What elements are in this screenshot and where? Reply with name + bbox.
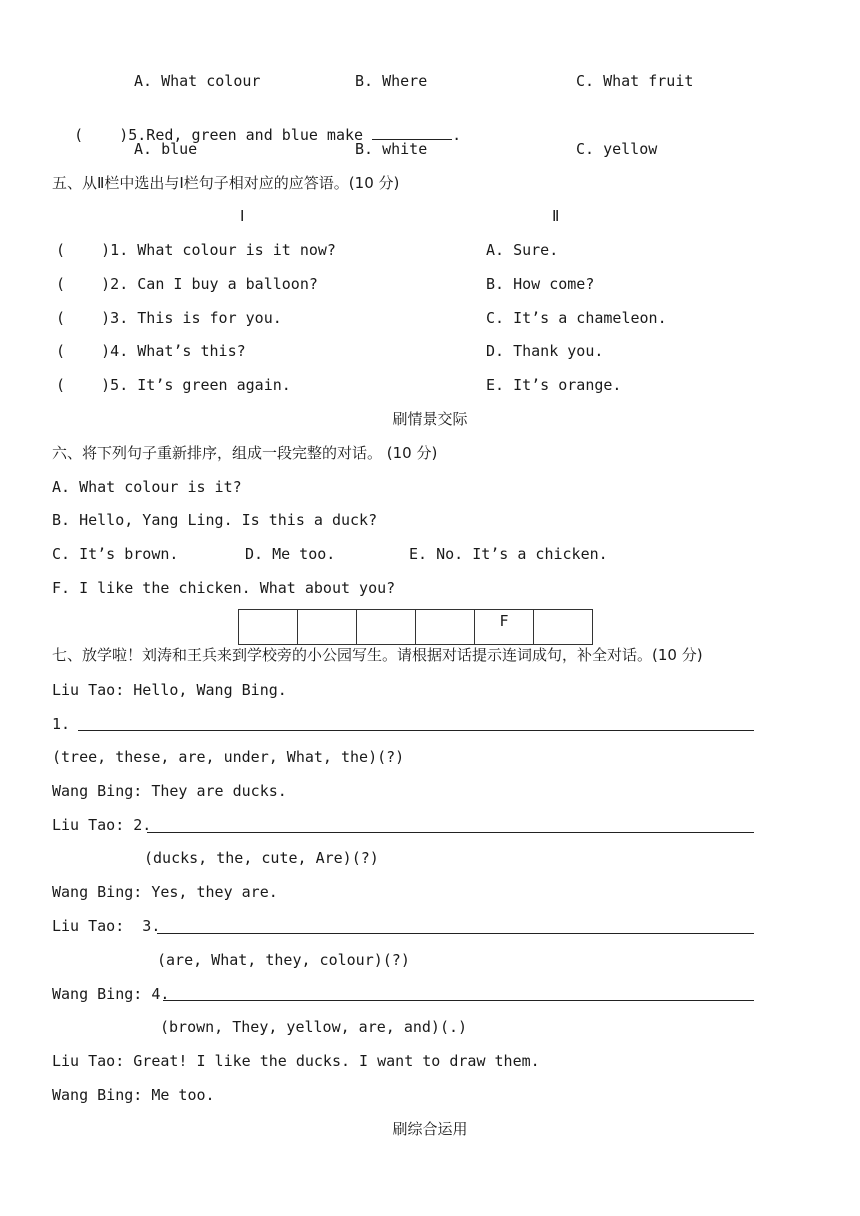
- answer-line-1[interactable]: [78, 729, 754, 731]
- section5-question-2: ( )2. Can I buy a balloon?: [56, 275, 318, 293]
- q5-stem-end: .: [452, 126, 462, 144]
- answer-line-4[interactable]: [163, 999, 754, 1001]
- order-box-6[interactable]: [534, 610, 593, 645]
- section6-order-boxes: [238, 609, 593, 645]
- dialog-line-wang-2: Wang Bing: Yes, they are.: [52, 883, 278, 901]
- dialog-line-wang-1: Wang Bing: They are ducks.: [52, 782, 287, 800]
- section5-answer-c: C. It’s a chameleon.: [486, 309, 667, 327]
- answer-line-3[interactable]: [157, 932, 754, 934]
- hint-1: (tree, these, are, under, What, the)(?): [52, 748, 405, 766]
- order-box-2[interactable]: [298, 610, 357, 645]
- q5-blank[interactable]: [372, 125, 452, 140]
- section6-sentence-a: A. What colour is it?: [52, 478, 242, 496]
- order-box-3[interactable]: [357, 610, 416, 645]
- q5-option-a: A. blue: [134, 140, 198, 158]
- dialog-line-liu-2: Liu Tao: Great! I like the ducks. I want to draw them.: [52, 1052, 540, 1070]
- section5-answer-a: A. Sure.: [486, 241, 559, 259]
- section5-column-1-header: Ⅰ: [240, 207, 245, 225]
- answer-line-2[interactable]: [147, 831, 754, 833]
- section5-column-2-header: Ⅱ: [552, 207, 560, 225]
- section6-sentence-d: D. Me too.: [245, 545, 336, 563]
- section5-answer-b: B. How come?: [486, 275, 595, 293]
- section6-sentence-e: E. No. It’s a chicken.: [409, 545, 608, 563]
- order-box-5[interactable]: F: [475, 610, 534, 645]
- hint-4: (brown, They, yellow, are, and)(.): [160, 1018, 468, 1036]
- section5-question-1: ( )1. What colour is it now?: [56, 241, 336, 259]
- section5-answer-e: E. It’s orange.: [486, 376, 622, 394]
- q4-option-b: B. Where: [355, 72, 428, 90]
- dialog-line-liu-1: Liu Tao: Hello, Wang Bing.: [52, 681, 287, 699]
- q5-option-c: C. yellow: [576, 140, 658, 158]
- section6-sentence-b: B. Hello, Yang Ling. Is this a duck?: [52, 511, 378, 529]
- order-box-4[interactable]: [416, 610, 475, 645]
- section6-title: 六、将下列句子重新排序，组成一段完整的对话。 (10 分): [52, 444, 438, 462]
- section5-question-5: ( )5. It’s green again.: [56, 376, 291, 394]
- section5-title: 五、从Ⅱ栏中选出与Ⅰ栏句子相对应的应答语。(10 分): [52, 174, 400, 192]
- q5-option-b: B. white: [355, 140, 428, 158]
- section5-question-4: ( )4. What’s this?: [56, 342, 246, 360]
- hint-2: (ducks, the, cute, Are)(?): [144, 849, 379, 867]
- hint-3: (are, What, they, colour)(?): [157, 951, 410, 969]
- answer-number-1: 1.: [52, 715, 71, 733]
- section6-sentence-c: C. It’s brown.: [52, 545, 179, 563]
- q4-option-c: C. What fruit: [576, 72, 694, 90]
- answer-number-2: Liu Tao: 2.: [52, 816, 152, 834]
- section5-answer-d: D. Thank you.: [486, 342, 604, 360]
- section6-sentence-f: F. I like the chicken. What about you?: [52, 579, 396, 597]
- q4-option-a: A. What colour: [134, 72, 261, 90]
- order-box-1[interactable]: [239, 610, 298, 645]
- answer-number-4: Wang Bing: 4.: [52, 985, 170, 1003]
- section5-question-3: ( )3. This is for you.: [56, 309, 282, 327]
- section-heading-comprehensive: 刷综合运用: [392, 1120, 468, 1138]
- dialog-line-wang-3: Wang Bing: Me too.: [52, 1086, 215, 1104]
- q5-stem-text: ( )5.Red, green and blue make: [74, 126, 373, 144]
- section7-title: 七、放学啦！刘涛和王兵来到学校旁的小公园写生。请根据对话提示连词成句，补全对话。(10 分): [52, 646, 703, 664]
- section-heading-situational: 刷情景交际: [392, 410, 468, 428]
- answer-number-3: Liu Tao: 3.: [52, 917, 161, 935]
